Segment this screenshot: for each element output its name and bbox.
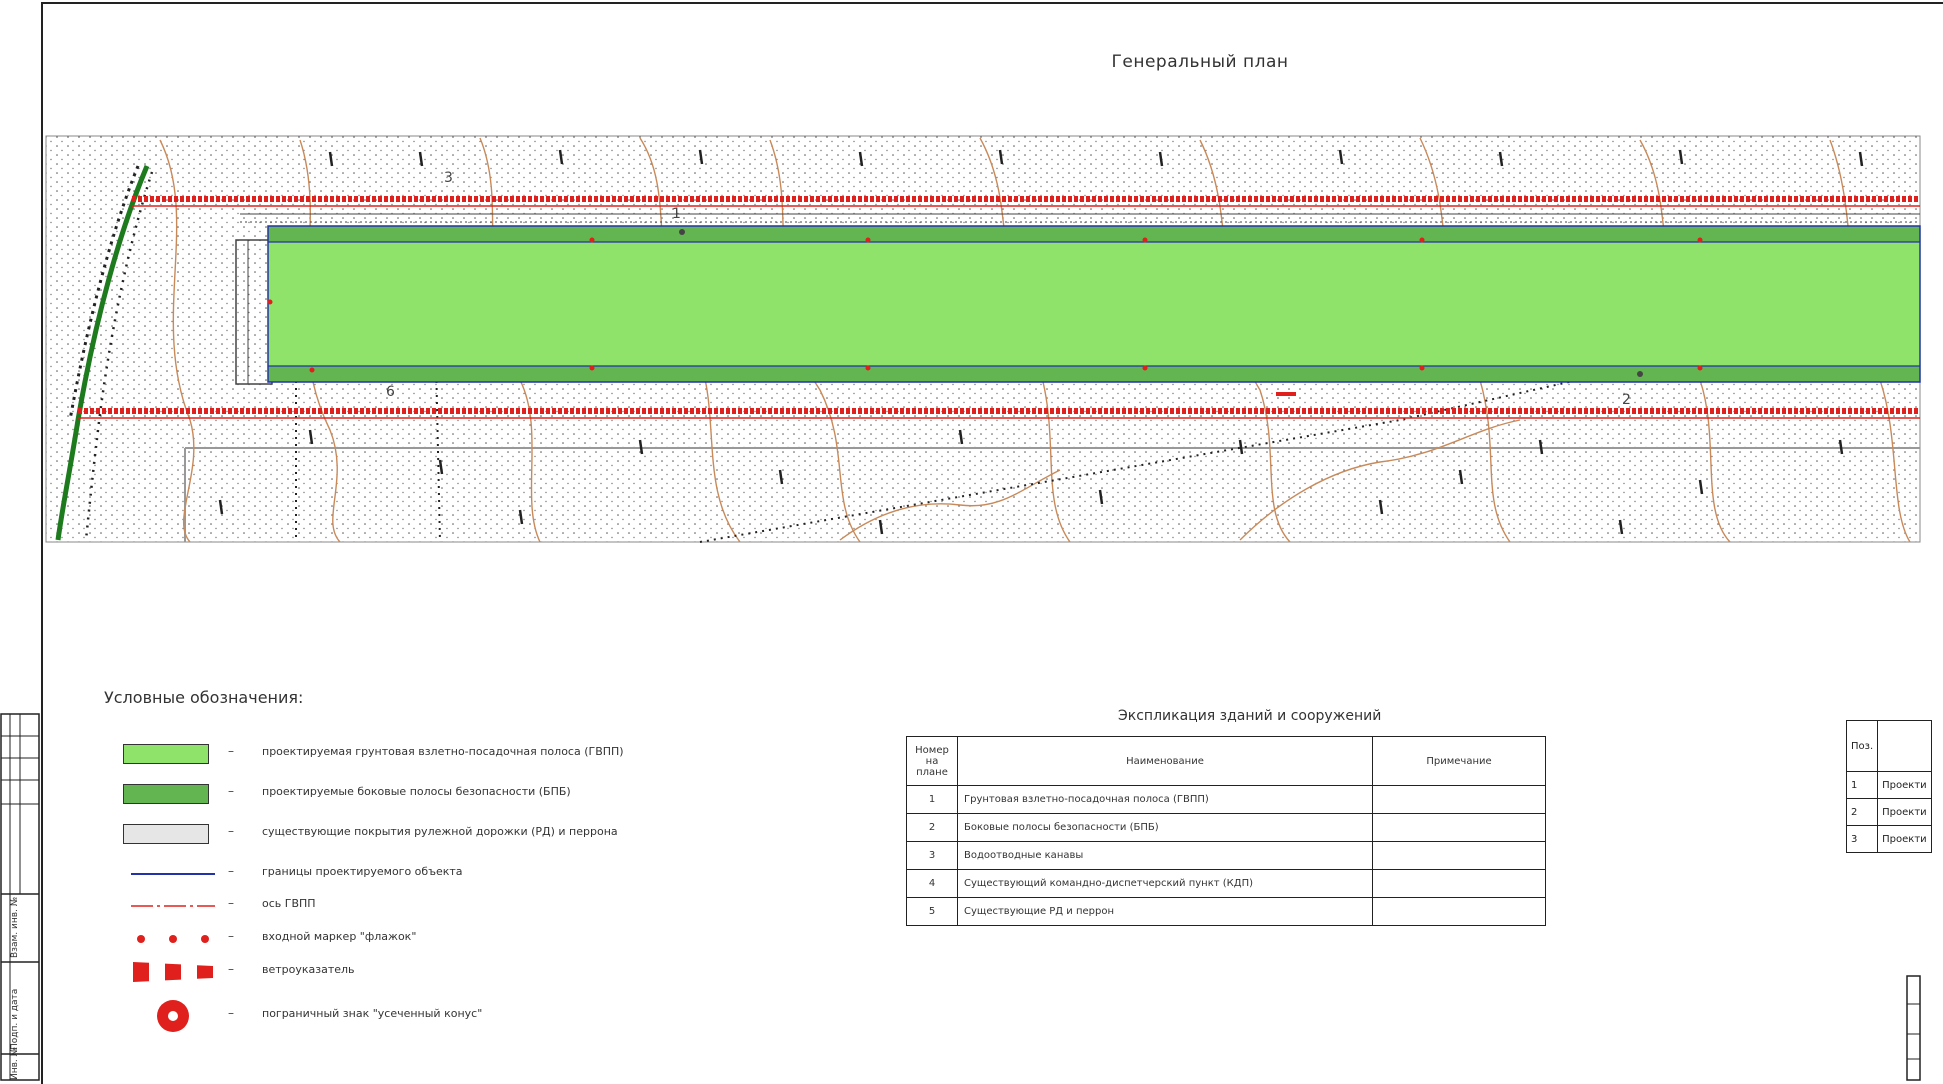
plan-label: 2: [1622, 392, 1631, 408]
existing-pavement-swatch: [123, 824, 209, 844]
row-name: Боковые полосы безопасности (БПБ): [958, 814, 1373, 842]
row-number: 5: [907, 898, 958, 926]
title-block-fragment: [1906, 974, 1920, 1080]
header-cell: Поз.: [1847, 721, 1878, 772]
entry-marker-symbol: [123, 927, 223, 951]
explication-table: [906, 736, 1546, 926]
legend-item: – проектируемая грунтовая взлетно-посадочная полоса (ГВПП): [115, 742, 755, 766]
header-cell: Примечание: [1373, 737, 1546, 786]
row-number: 2: [1847, 799, 1878, 826]
legend-item: – пограничный знак "усеченный конус": [115, 1004, 755, 1028]
table-row: [1847, 799, 1932, 826]
row-number: 4: [907, 870, 958, 898]
row-note: [1373, 786, 1546, 814]
stamp-label: Взам. инв. №: [10, 896, 20, 958]
table-header-row: [1847, 721, 1932, 772]
legend-label: проектируемая грунтовая взлетно-посадочная полоса (ГВПП): [262, 745, 624, 758]
table-row: [1847, 826, 1932, 853]
legend-item: – входной маркер "флажок": [115, 927, 755, 951]
table-row: [907, 786, 1546, 814]
explication-title: Экспликация зданий и сооружений: [1118, 708, 1382, 724]
legend-title: Условные обозначения:: [104, 688, 304, 707]
row-note: [1373, 870, 1546, 898]
legend-label: границы проектируемого объекта: [262, 865, 463, 878]
table-header-row: [907, 737, 1546, 786]
legend-item: – границы проектируемого объекта: [115, 862, 755, 886]
row-name: Водоотводные канавы: [958, 842, 1373, 870]
row-number: 3: [1847, 826, 1878, 853]
legend-item: – проектируемые боковые полосы безопасности (БПБ): [115, 782, 755, 806]
table-row: [907, 814, 1546, 842]
row-name: Грунтовая взлетно-посадочная полоса (ГВПП): [958, 786, 1373, 814]
legend-label: ветроуказатель: [262, 963, 355, 976]
axis-line-symbol: [123, 894, 223, 918]
row-number: 1: [1847, 772, 1878, 799]
legend-item: – ось ГВПП: [115, 894, 755, 918]
boundary-cone-icon: [123, 998, 223, 1034]
row-name: Проекти: [1878, 772, 1932, 799]
row-number: 3: [907, 842, 958, 870]
table-row: [907, 842, 1546, 870]
row-number: 1: [907, 786, 958, 814]
plan-label: 6: [386, 384, 395, 400]
row-number: 2: [907, 814, 958, 842]
runway-swatch: [123, 744, 209, 764]
stamp-label: Подп. и дата: [10, 988, 20, 1050]
row-note: [1373, 898, 1546, 926]
windsock-symbol: [1276, 392, 1296, 396]
header-cell: Номер на плане: [907, 737, 958, 786]
legend-label: существующие покрытия рулежной дорожки (РД) и перрона: [262, 825, 618, 838]
legend-label: пограничный знак "усеченный конус": [262, 1007, 483, 1020]
header-cell: Наименование: [958, 737, 1373, 786]
row-note: [1373, 842, 1546, 870]
legend-item: – существующие покрытия рулежной дорожки (РД) и перрона: [115, 822, 755, 846]
drawing-title: Генеральный план: [1111, 52, 1289, 72]
windsock-icon: [123, 960, 223, 984]
specification-table: [1846, 720, 1932, 853]
row-name: Существующие РД и перрон: [958, 898, 1373, 926]
runway: [268, 242, 1920, 366]
plan-label: 1: [672, 206, 681, 222]
stamp-label: Инв. №: [10, 1046, 20, 1080]
table-row: [907, 870, 1546, 898]
row-name: Проекти: [1878, 799, 1932, 826]
stamp-strip: [0, 714, 40, 1080]
row-note: [1373, 814, 1546, 842]
row-name: Существующий командно-диспетчерский пункт (КДП): [958, 870, 1373, 898]
safety-strip-swatch: [123, 784, 209, 804]
legend-label: ось ГВПП: [262, 897, 316, 910]
table-row: [1847, 772, 1932, 799]
plan-label: 3: [444, 170, 453, 186]
legend-label: входной маркер "флажок": [262, 930, 417, 943]
boundary-line-symbol: [123, 862, 223, 886]
legend-item: – ветроуказатель: [115, 960, 755, 984]
table-row: [907, 898, 1546, 926]
legend-label: проектируемые боковые полосы безопасности (БПБ): [262, 785, 571, 798]
row-name: Проекти: [1878, 826, 1932, 853]
